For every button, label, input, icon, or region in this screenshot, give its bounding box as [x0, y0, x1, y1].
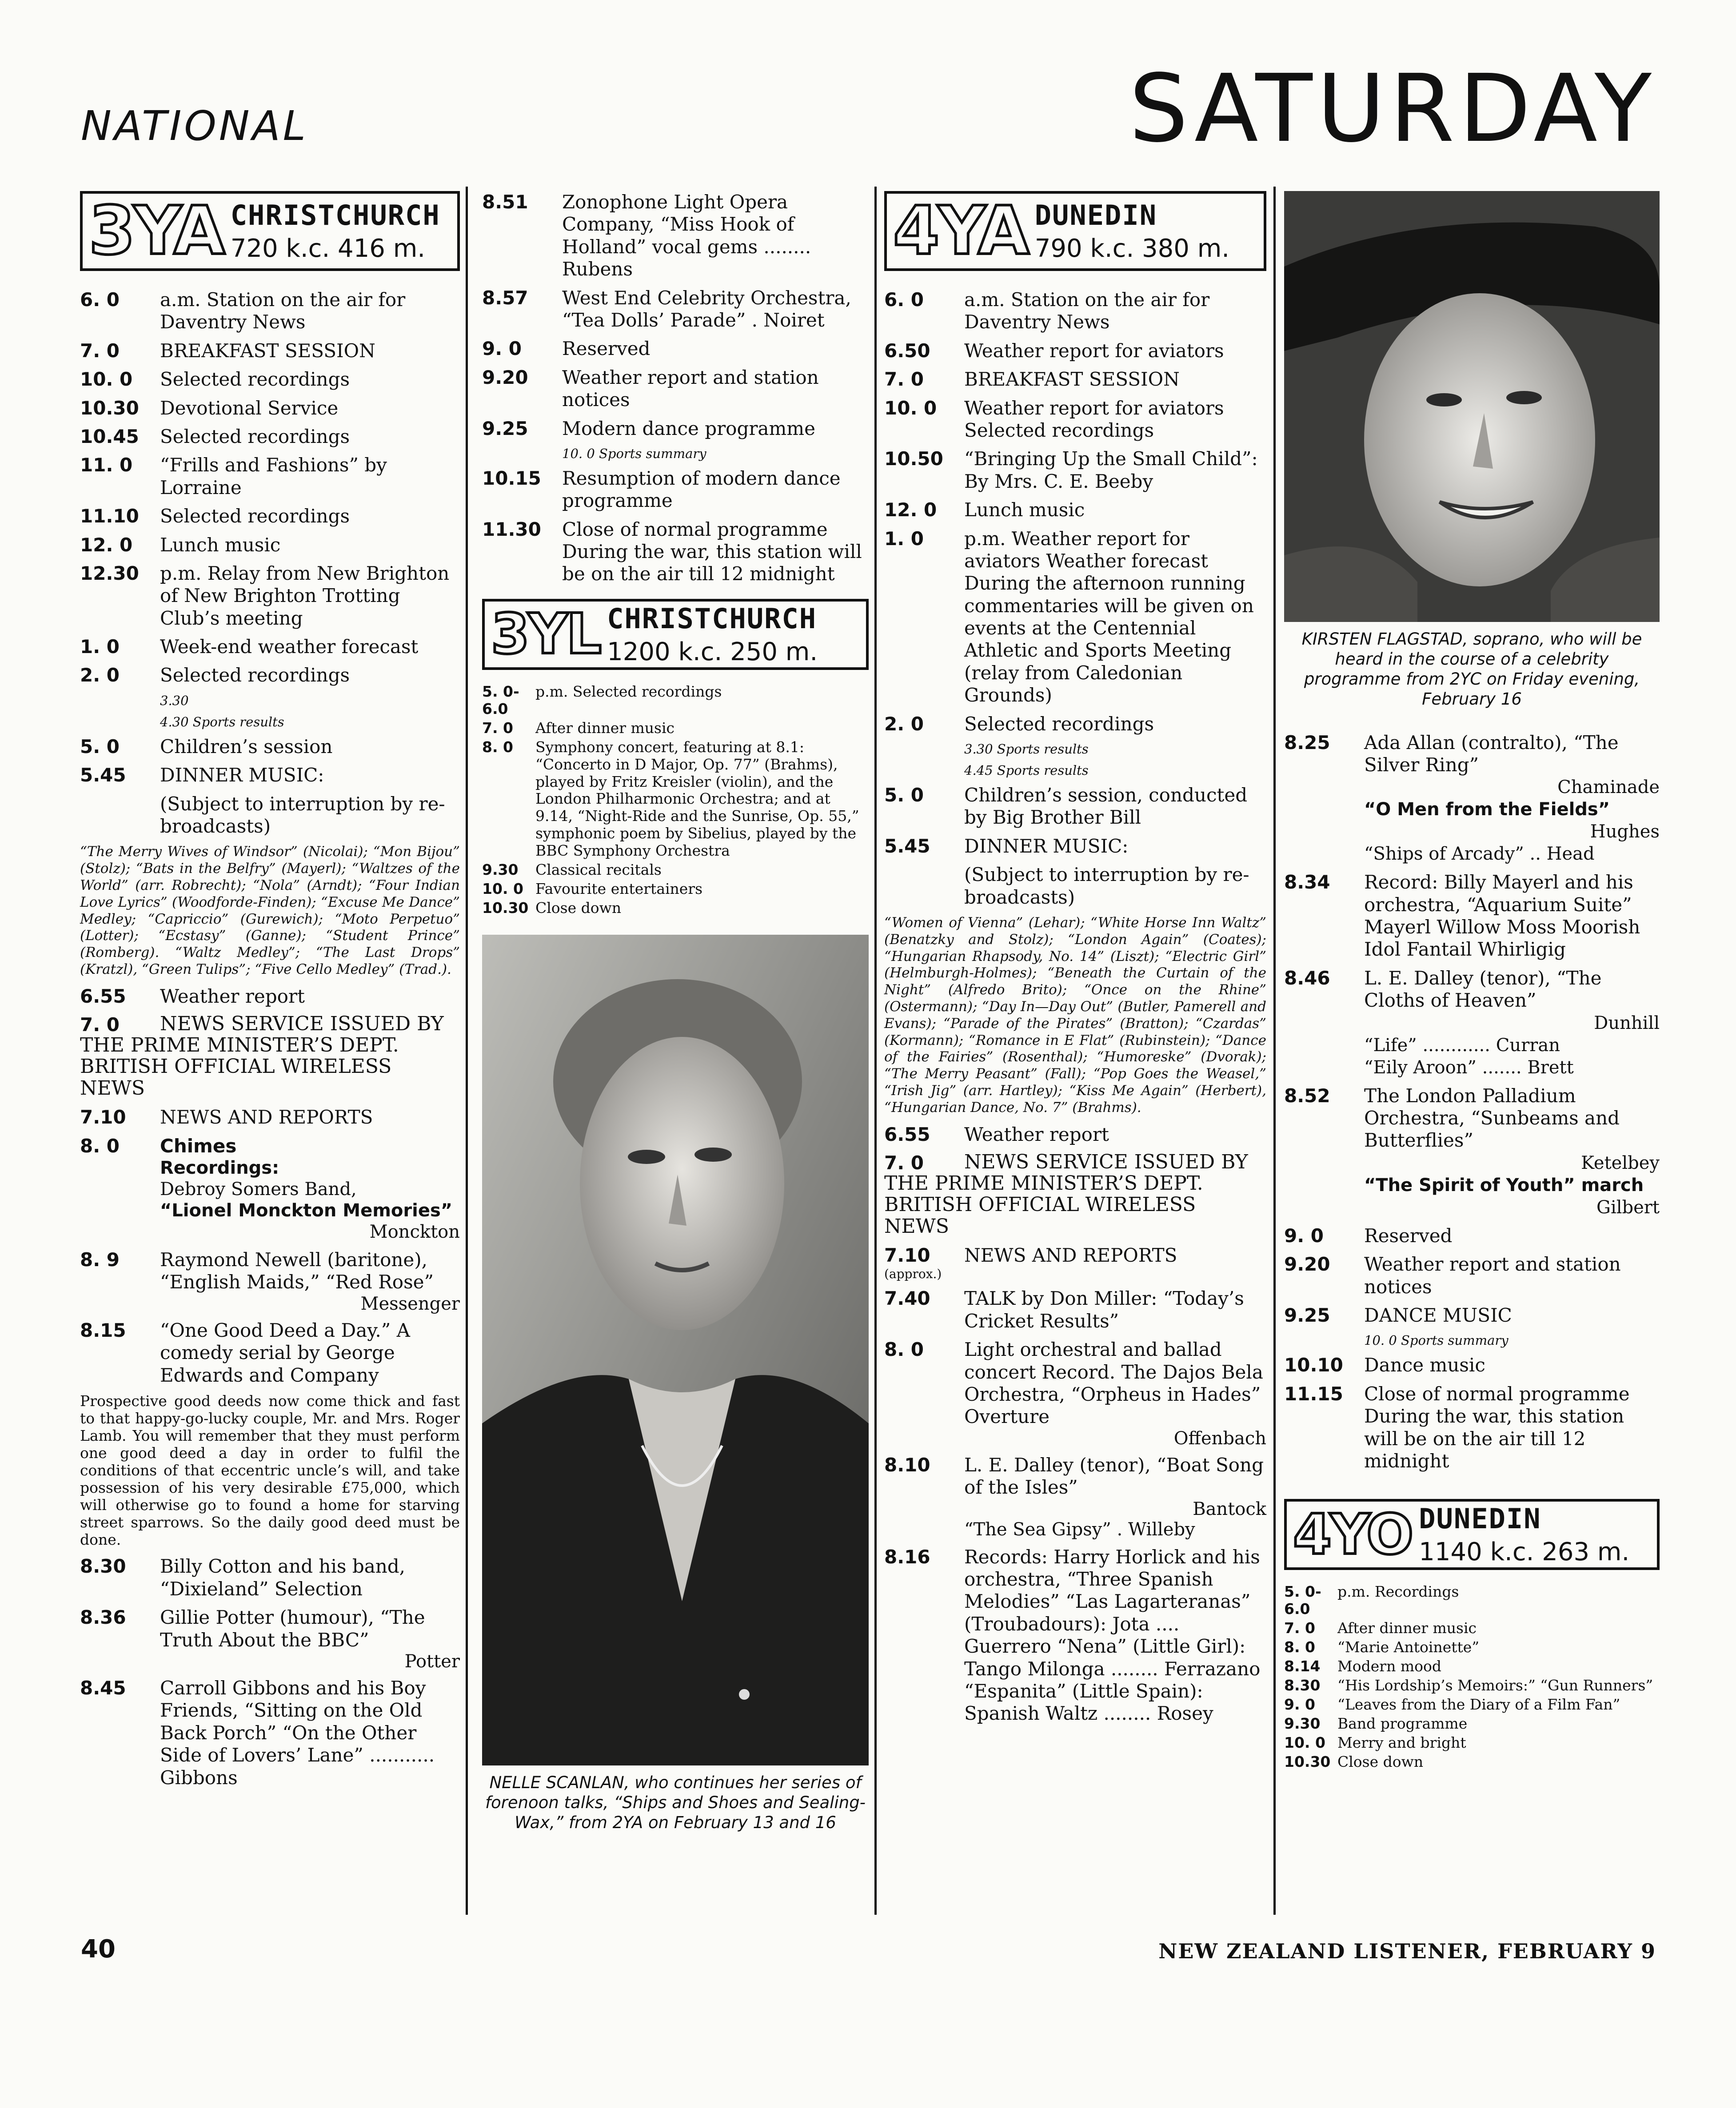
chimes-details: Recordings: Debroy Somers Band, “Lionel Monckton Memories” Monckton	[160, 1158, 460, 1243]
schedule-entry: 8.10 L. E. Dalley (tenor), “Boat Song of the Isles”	[884, 1454, 1264, 1498]
entry-time: 9.20	[482, 366, 528, 388]
schedule-entry: 6.55 Weather report	[884, 1123, 1109, 1145]
entry-time: 8. 0	[1284, 1638, 1315, 1656]
entry-text: Weather report for aviators	[964, 339, 1224, 362]
entry-time: 11.30	[482, 518, 541, 540]
schedule-entry	[80, 368, 460, 391]
dinner-music-list: “The Merry Wives of Windsor” (Nicolai); “Mon Bijou” (Stolz); “Bats in the Belfry” (Mayerl); “Waltzes of the World” (arr. Robrecht); “Nola” (Arndt); “Four Indian Love Lyrics” (Woodforde-Finden); “Excuse Me Dance” Medley; “Capriccio” (Gurewich); “Moto Perpetuo” (Lotter); “Ecstasy” (Ganne); “Student Prince” (Romberg). “Waltz Medley”; “The Last Drops” (Kratzl), “Green Tulips”; “Five Cello Medley” (Trad.).	[80, 844, 460, 978]
entry-text: Modern dance programme	[562, 417, 815, 439]
entry-text: Selected recordings	[160, 505, 350, 527]
schedule-entry	[1284, 1354, 1660, 1376]
schedule-list-compact	[482, 683, 869, 917]
entry-time: 11.10	[80, 505, 139, 527]
schedule-entry: 7. 0	[884, 1152, 924, 1174]
station-city: DUNEDIN	[1419, 1502, 1541, 1535]
schedule-entry	[1284, 1383, 1660, 1473]
schedule-entry	[80, 534, 460, 556]
entry-time: 8.30	[1284, 1677, 1321, 1694]
schedule-entry-compact	[482, 683, 869, 718]
schedule-entry-compact	[1284, 1715, 1660, 1733]
schedule-entry: 8. 0 Light orchestral and ballad concert Record. The Dajos Bela Orchestra, “Orpheus in Hades” Overture	[884, 1339, 1263, 1428]
entry-time: 9. 0	[482, 338, 522, 360]
schedule-entry	[884, 713, 1266, 735]
column-4ya	[884, 191, 1266, 1731]
schedule-entry	[482, 367, 869, 411]
schedule-entry-compact	[1284, 1753, 1660, 1771]
composer: Potter	[404, 1651, 460, 1672]
schedule-entry-note: (Subject to interruption by re-broadcasts)	[964, 864, 1249, 908]
schedule-entry: 5. 0 Children’s session	[80, 735, 333, 757]
entry-text: p.m. Selected recordings	[535, 682, 722, 700]
entry-text: Classical recitals	[535, 861, 662, 879]
entry-text: Weather report for aviators Selected recordings	[964, 397, 1224, 441]
song-lines: Chaminade “O Men from the Fields” Hughes “Ships of Arcady” .. Head	[1364, 777, 1660, 865]
column-2	[482, 191, 869, 1833]
entry-text: Band programme	[1337, 1714, 1468, 1732]
portrait-photo	[482, 935, 869, 1765]
entry-text: Selected recordings	[160, 664, 350, 686]
entry-time: 5. 0-6.0	[482, 682, 519, 717]
schedule-entry: 8.52 The London Palladium Orchestra, “Sunbeams and Butterflies”	[1284, 1084, 1620, 1152]
schedule-list	[884, 289, 1266, 735]
schedule-entry	[80, 454, 460, 499]
column-rule	[874, 187, 877, 1915]
schedule-entry	[80, 636, 460, 658]
station-box-3yl	[482, 599, 869, 670]
entry-time: 10. 0	[884, 397, 937, 419]
station-callsign: 3YL	[491, 602, 600, 667]
entry-time: 12. 0	[80, 534, 133, 556]
schedule-entry	[884, 289, 1266, 334]
entry-time: 9. 0	[1284, 1224, 1324, 1247]
entry-time: 10.50	[884, 448, 943, 470]
section-label: NATIONAL	[81, 102, 308, 150]
schedule-subnote: 4.30 Sports results	[160, 714, 284, 729]
schedule-entry	[482, 191, 869, 281]
entry-time: 1. 0	[884, 527, 924, 550]
entry-text: “His Lordship’s Memoirs:” “Gun Runners”	[1337, 1677, 1653, 1694]
schedule-entry: 7.10 NEWS AND REPORTS	[80, 1106, 373, 1128]
entry-text: a.m. Station on the air for Daventry News	[964, 289, 1210, 333]
schedule-entry: 8.45 Carroll Gibbons and his Boy Friends, “Sitting on the Old Back Porch” “On the Other Side of Lovers’ Lane” ........... Gibbons	[80, 1677, 435, 1789]
entry-text: Favourite entertainers	[535, 880, 703, 898]
schedule-entry: 7.10 NEWS AND REPORTS	[884, 1244, 1177, 1267]
entry-time: 10.30	[1284, 1753, 1331, 1770]
photo-kirsten-flagstad	[1284, 191, 1660, 622]
schedule-entry-compact	[1284, 1583, 1660, 1618]
entry-text: Reserved	[562, 338, 651, 360]
entry-time: 11.15	[1284, 1383, 1343, 1405]
entry-time: 9.25	[1284, 1304, 1330, 1326]
schedule-list	[482, 467, 869, 586]
page-number: 40	[81, 1935, 116, 1964]
schedule-entry	[884, 448, 1266, 493]
station-box-4yo	[1284, 1499, 1660, 1570]
entry-time: 9.25	[482, 417, 528, 439]
entry-time: 7. 0	[80, 339, 120, 362]
entry-text: Week-end weather forecast	[160, 636, 419, 658]
column-rule	[1273, 187, 1276, 1915]
entry-text: West End Celebrity Orchestra, “Tea Dolls’ Parade” . Noiret	[562, 287, 851, 331]
schedule-entry	[80, 562, 460, 630]
entry-text: Close of normal programme During the war, this station will be on the air till 12 midnight	[1364, 1383, 1630, 1472]
entry-text: After dinner music	[535, 719, 675, 737]
entry-text: “Marie Antoinette”	[1337, 1638, 1480, 1656]
schedule-entry-compact	[1284, 1734, 1660, 1752]
entry-text: “Leaves from the Diary of a Film Fan”	[1337, 1695, 1620, 1713]
song-lines: Ketelbey “The Spirit of Youth” march Gilbert	[1364, 1152, 1660, 1218]
schedule-entry: 6.55 Weather report	[80, 985, 305, 1007]
dinner-music-list: “Women of Vienna” (Lehar); “White Horse Inn Waltz” (Benatzky and Stolz); “London Again” (Coates); “Hungarian Rhapsody, No. 14” (Liszt); “Electric Girl” (Helmburgh-Holmes); “Beneath the Curtain of the Night” (Alfredo Brito); “Once on the Rhine” (Ostermann); “Day In—Day Out” (Butler, Pamerell and Evans); “Parade of the Pirates” (Bratton); “Czardas” (Kormann); “Romance in E Flat” (Rubinstein); “Dance of the Fairies” (Rosenthal); “Humoreske” (Dvorak); “The Merry Peasant” (Fall); “Pop Goes the Weasel,” “Irish Jig” (arr. Hartley); “Kiss Me Again” (Herbert), “Hungarian Dance, No. 7” (Brahms).	[884, 914, 1266, 1116]
entry-text: DANCE MUSIC	[1364, 1304, 1512, 1326]
composer: Offenbach	[1173, 1428, 1266, 1449]
entry-time: 9.30	[1284, 1714, 1321, 1732]
entry-time: 10. 0	[1284, 1733, 1325, 1751]
schedule-entry: 8.36 Gillie Potter (humour), “The Truth About the BBC”	[80, 1606, 425, 1651]
station-callsign: 4YA	[893, 192, 1028, 270]
schedule-entry	[80, 397, 460, 419]
entry-time: 9.30	[482, 861, 519, 879]
song-lines: Dunhill “Life” ............ Curran “Eily Aroon” ....... Brett	[1364, 1012, 1660, 1078]
entry-text: BREAKFAST SESSION	[964, 368, 1180, 391]
entry-time: 6. 0	[80, 289, 120, 311]
station-frequency: 790 k.c. 380 m.	[1034, 234, 1230, 263]
entry-time: 10. 0	[80, 368, 133, 391]
schedule-entry	[884, 397, 1266, 442]
schedule-entry	[482, 287, 869, 332]
entry-time: 10.30	[482, 899, 529, 917]
schedule-entry-compact	[1284, 1639, 1660, 1656]
entry-text: After dinner music	[1337, 1619, 1477, 1637]
entry-text: Selected recordings	[160, 368, 350, 391]
schedule-entry	[482, 518, 869, 586]
entry-time: 7. 0	[482, 719, 513, 737]
schedule-subnote: (approx.)	[884, 1267, 942, 1282]
schedule-subnote: 3.30 Sports results	[964, 741, 1089, 757]
schedule-entry-note: (Subject to interruption by re-broadcasts)	[160, 793, 445, 837]
station-callsign: 4YO	[1293, 1502, 1412, 1567]
schedule-entry: 7.40 TALK by Don Miller: “Today’s Cricket Results”	[884, 1287, 1244, 1332]
entry-time: 8.57	[482, 287, 528, 309]
entry-time: 6.50	[884, 339, 930, 362]
entry-text: Modern mood	[1337, 1658, 1441, 1675]
station-box-3ya	[80, 191, 460, 271]
entry-time: 11. 0	[80, 454, 133, 476]
entry-time: 6. 0	[884, 289, 924, 311]
schedule-entry	[1284, 1253, 1660, 1298]
entry-time: 2. 0	[80, 664, 120, 686]
entry-time: 7. 0	[1284, 1619, 1315, 1637]
schedule-entry	[1284, 1225, 1660, 1247]
schedule-subnote: 10. 0 Sports summary	[1364, 1333, 1509, 1348]
entry-text: Close of normal programme During the war, this station will be on the air till 12 midnight	[562, 518, 862, 585]
entry-text: Lunch music	[964, 499, 1085, 521]
entry-time: 12.30	[80, 562, 139, 584]
entry-text: p.m. Recordings	[1337, 1583, 1459, 1601]
column-3ya	[80, 191, 460, 1795]
entry-time: 10.45	[80, 425, 139, 447]
schedule-entry	[80, 505, 460, 527]
entry-text: Resumption of modern dance programme	[562, 467, 841, 512]
schedule-list	[1284, 1354, 1660, 1472]
schedule-list	[1284, 1225, 1660, 1327]
schedule-entry-compact	[482, 861, 869, 879]
composer: Bantock	[1193, 1498, 1266, 1519]
entry-time: 7. 0	[884, 368, 924, 391]
schedule-entry: 8.34 Record: Billy Mayerl and his orchestra, “Aquarium Suite” Mayerl Willow Moss Moorish Idol Fantail Whirligig	[1284, 871, 1640, 960]
schedule-entry-compact	[482, 739, 869, 860]
schedule-entry	[884, 499, 1266, 521]
schedule-entry: 8. 9 Raymond Newell (baritone), “English Maids,” “Red Rose”	[80, 1249, 434, 1293]
schedule-entry	[482, 418, 869, 440]
entry-text: BREAKFAST SESSION	[160, 339, 375, 362]
entry-text: “Frills and Fashions” by Lorraine	[160, 454, 387, 498]
column-rule	[466, 187, 468, 1915]
station-callsign: 3YA	[89, 192, 223, 270]
news-service-text: NEWS SERVICE ISSUED BY THE PRIME MINISTER’S DEPT. BRITISH OFFICIAL WIRELESS NEWS	[80, 1012, 444, 1100]
station-city: DUNEDIN	[1034, 199, 1157, 231]
schedule-entry-compact	[1284, 1677, 1660, 1694]
station-frequency: 1200 k.c. 250 m.	[607, 637, 818, 666]
entry-text: Zonophone Light Opera Company, “Miss Hook of Holland” vocal gems ........ Rubens	[562, 191, 811, 280]
entry-time: 9.20	[1284, 1253, 1330, 1275]
serial-description: Prospective good deeds now come thick and fast to that happy-go-lucky couple, Mr. and Mrs. Roger Lamb. You will remember that they must perform one good deed a day in order to fulfil the conditions of that eccentric uncle’s will, and take possession of his very desirable £75,000, which will otherwise go to found a home for starving street sparrows. So the daily good deed must be done.	[80, 1392, 460, 1548]
schedule-subnote: 3.30	[160, 693, 189, 708]
portrait-photo	[1284, 191, 1660, 622]
schedule-list	[80, 289, 460, 687]
schedule-entry: 5. 0 Children’s session, conducted by Big Brother Bill	[884, 784, 1248, 829]
entry-time: 5. 0-6.0	[1284, 1583, 1321, 1618]
entry-time: 10.30	[80, 397, 139, 419]
schedule-entry	[884, 528, 1266, 707]
composer: Messenger	[360, 1293, 460, 1314]
entry-time: 2. 0	[884, 713, 924, 735]
schedule-entry	[482, 467, 869, 512]
day-heading: SATURDAY	[1129, 54, 1656, 163]
entry-time: 8.51	[482, 191, 528, 213]
entry-text: p.m. Relay from New Brighton of New Brighton Trotting Club’s meeting	[160, 562, 450, 629]
schedule-entry	[1284, 1304, 1660, 1327]
news-service-text: NEWS SERVICE ISSUED BY THE PRIME MINISTER’S DEPT. BRITISH OFFICIAL WIRELESS NEWS	[884, 1150, 1248, 1238]
schedule-entry: 7. 0	[80, 1014, 120, 1036]
entry-text: “Bringing Up the Small Child”: By Mrs. C. E. Beeby	[964, 448, 1258, 492]
schedule-entry: 8.15 “One Good Deed a Day.” A comedy serial by George Edwards and Company	[80, 1319, 410, 1386]
entry-text: Lunch music	[160, 534, 281, 556]
entry-time: 10.15	[482, 467, 541, 489]
schedule-entry-compact	[1284, 1658, 1660, 1675]
schedule-entry-compact	[482, 900, 869, 917]
schedule-subnote: 4.45 Sports results	[964, 763, 1089, 778]
schedule-entry: 5.45 DINNER MUSIC:	[80, 764, 324, 786]
song-line: “The Sea Gipsy” . Willeby	[964, 1519, 1195, 1540]
entry-text: Symphony concert, featuring at 8.1: “Concerto in D Major, Op. 77” (Brahms), played by Fritz Kreisler (violin), and the London Philharmonic Orchestra; and at 9.14, “Night-Ride and the Sunrise, Op. 55,” symphonic poem by Sibelius, played by the BBC Symphony Orchestra	[535, 738, 859, 860]
schedule-entry	[80, 664, 460, 686]
photo-nelle-scanlan	[482, 935, 869, 1765]
schedule-entry-compact	[1284, 1620, 1660, 1637]
entry-text: Weather report and station notices	[562, 366, 819, 411]
station-city: CHRISTCHURCH	[230, 199, 440, 231]
entry-text: Dance music	[1364, 1354, 1485, 1376]
entry-text: Selected recordings	[160, 425, 350, 447]
schedule-subnote: 10. 0 Sports summary	[562, 446, 706, 461]
photo-caption: KIRSTEN FLAGSTAD, soprano, who will be heard in the course of a celebrity programme from 2YC on Friday evening, February 16	[1301, 630, 1642, 709]
schedule-entry: 8.25 Ada Allan (contralto), “The Silver Ring”	[1284, 731, 1619, 776]
entry-text: p.m. Weather report for aviators Weather forecast During the afternoon running commentaries will be given on events at the Centennial Athletic and Sports Meeting (relay from Caledonian Grounds)	[964, 527, 1254, 706]
schedule-entry	[80, 289, 460, 334]
entry-text: Selected recordings	[964, 713, 1154, 735]
schedule-entry-compact	[482, 881, 869, 898]
station-frequency: 720 k.c. 416 m.	[230, 234, 426, 263]
schedule-entry	[482, 338, 869, 360]
schedule-entry: 5.45 DINNER MUSIC:	[884, 835, 1129, 857]
entry-text: Devotional Service	[160, 397, 339, 419]
schedule-entry: 8.30 Billy Cotton and his band, “Dixieland” Selection	[80, 1555, 406, 1600]
entry-time: 8. 0	[482, 738, 513, 756]
entry-time: 1. 0	[80, 636, 120, 658]
schedule-entry: 8.46 L. E. Dalley (tenor), “The Cloths of Heaven”	[1284, 967, 1602, 1012]
schedule-entry	[80, 340, 460, 362]
station-box-4ya	[884, 191, 1266, 271]
entry-text: Merry and bright	[1337, 1733, 1466, 1751]
schedule-entry: 8. 0 Chimes	[80, 1135, 237, 1157]
schedule-entry	[80, 426, 460, 448]
entry-time: 8.14	[1284, 1658, 1321, 1675]
publication-footer: NEW ZEALAND LISTENER, FEBRUARY 9	[1158, 1939, 1656, 1963]
photo-caption: NELLE SCANLAN, who continues her series of forenoon talks, “Ships and Shoes and Sealing-Wax,” from 2YA on February 13 and 16	[485, 1773, 866, 1833]
schedule-entry	[884, 340, 1266, 362]
entry-time: 10. 0	[482, 880, 523, 898]
schedule-entry: 8.16 Records: Harry Horlick and his orchestra, “Three Spanish Melodies” “Las Lagarteranas” (Troubadours): Jota .... Guerrero “Nena” (Little Girl): Tango Milonga ........ Ferrazano “Espanita” (Little Spain): Spanish Waltz ........ Rosey	[884, 1546, 1261, 1725]
entry-text: a.m. Station on the air for Daventry News	[160, 289, 406, 333]
entry-time: 9. 0	[1284, 1695, 1315, 1713]
entry-time: 10.10	[1284, 1354, 1343, 1376]
entry-text: Close down	[1337, 1753, 1424, 1770]
schedule-entry-compact	[1284, 1696, 1660, 1713]
entry-time: 12. 0	[884, 499, 937, 521]
entry-text: Weather report and station notices	[1364, 1253, 1621, 1298]
entry-text: Reserved	[1364, 1224, 1453, 1247]
column-4	[1284, 191, 1660, 1773]
schedule-entry	[884, 368, 1266, 391]
schedule-entry-compact	[482, 720, 869, 737]
schedule-list-compact	[1284, 1583, 1660, 1770]
entry-text: Close down	[535, 899, 622, 917]
station-frequency: 1140 k.c. 263 m.	[1419, 1538, 1630, 1567]
station-city: CHRISTCHURCH	[607, 602, 817, 635]
schedule-list	[482, 191, 869, 440]
